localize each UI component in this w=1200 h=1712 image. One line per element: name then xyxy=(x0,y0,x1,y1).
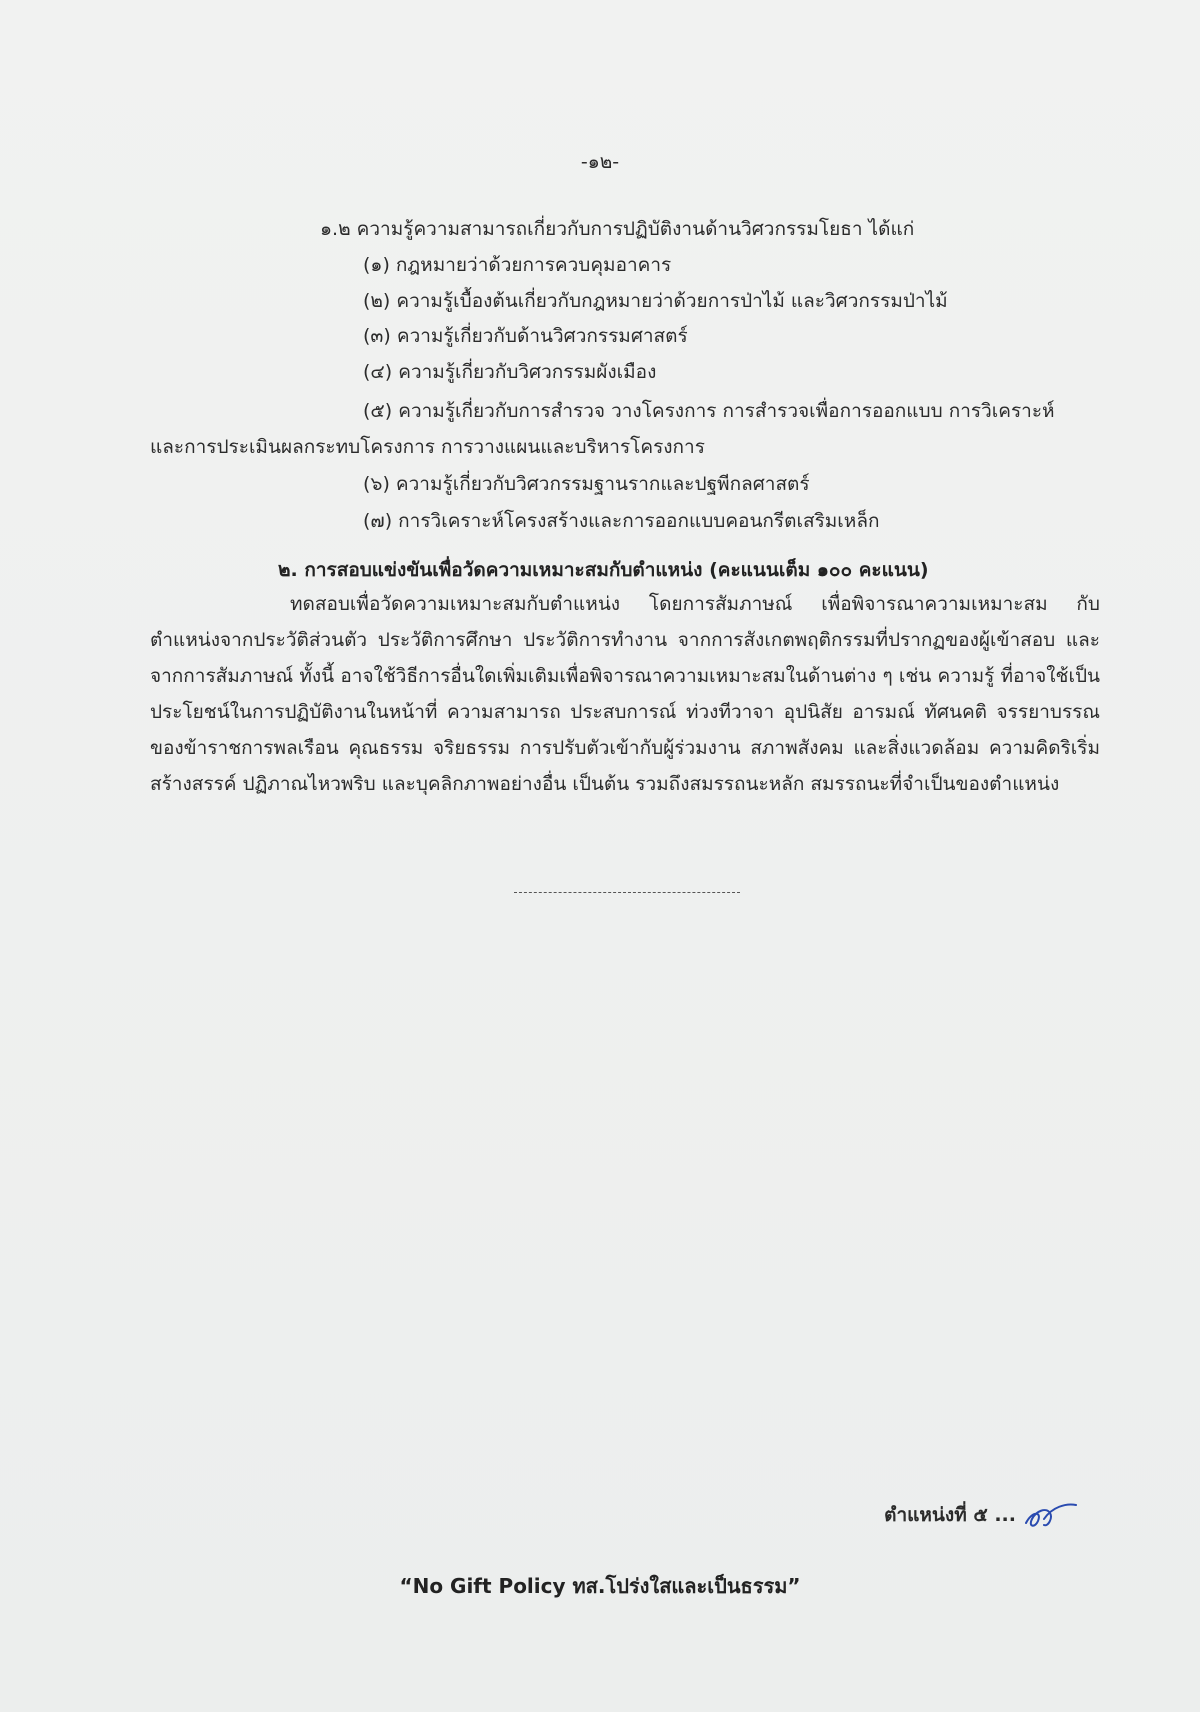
list-item: (๓) ความรู้เกี่ยวกับด้านวิศวกรรมศาสตร์ xyxy=(363,325,688,347)
section-2-heading: ๒. การสอบแข่งขันเพื่อวัดความเหมาะสมกับตำแหน่ง (คะแนนเต็ม ๑๐๐ คะแนน) xyxy=(278,559,929,581)
dashed-divider xyxy=(514,892,740,893)
list-item: (๔) ความรู้เกี่ยวกับวิศวกรรมผังเมือง xyxy=(363,361,657,383)
list-item: (๑) กฎหมายว่าด้วยการควบคุมอาคาร xyxy=(363,254,672,276)
footer-quote: “No Gift Policy ทส.โปร่งใสและเป็นธรรม” xyxy=(399,1574,801,1598)
list-item: (๗) การวิเคราะห์โครงสร้างและการออกแบบคอนกรีตเสริมเหล็ก xyxy=(363,510,880,532)
section-1-2-heading: ๑.๒ ความรู้ความสามารถเกี่ยวกับการปฏิบัติงานด้านวิศวกรรมโยธา ได้แก่ xyxy=(320,218,915,240)
position-label xyxy=(884,1497,1080,1533)
section-2-paragraph: ทดสอบเพื่อวัดความเหมาะสมกับตำแหน่ง โดยการสัมภาษณ์ เพื่อพิจารณาความเหมาะสม กับตำแหน่งจากประวัติส่วนตัว ประวัติการศึกษา ประวัติการทำงาน จากการสังเกตพฤติกรรมที่ปรากฏของผู้เข้าสอบ และจากการสัมภาษณ์ ทั้งนี้ อาจใช้วิธีการอื่นใดเพิ่มเติมเพื่อพิจารณาความเหมาะสมในด้านต่าง ๆ เช่น ความรู้ ที่อาจใช้เป็นประโยชน์ในการปฏิบัติงานในหน้าที่ ความสามารถ ประสบการณ์ ท่วงทีวาจา อุปนิสัย อารมณ์ ทัศนคติ จรรยาบรรณของข้าราชการพลเรือน คุณธรรม จริยธรรม การปรับตัวเข้ากับผู้ร่วมงาน สภาพสังคม และสิ่งแวดล้อม ความคิดริเริ่มสร้างสรรค์ ปฏิภาณไหวพริบ และบุคลิกภาพอย่างอื่น เป็นต้น รวมถึงสมรรถนะหลัก สมรรถนะที่จำเป็นของตำแหน่ง xyxy=(150,593,1100,795)
list-item: (๒) ความรู้เบื้องต้นเกี่ยวกับกฎหมายว่าด้วยการป่าไม้ และวิศวกรรมป่าไม้ xyxy=(363,290,948,312)
list-item: (๖) ความรู้เกี่ยวกับวิศวกรรมฐานรากและปฐพีกลศาสตร์ xyxy=(363,473,810,495)
position-label-text: ตำแหน่งที่ ๕ ... xyxy=(884,1504,1016,1526)
list-item: (๕) ความรู้เกี่ยวกับการสำรวจ วางโครงการ การสำรวจเพื่อการออกแบบ การวิเคราะห์ xyxy=(363,400,1055,422)
list-item-continuation: และการประเมินผลกระทบโครงการ การวางแผนและบริหารโครงการ xyxy=(150,436,705,458)
signature-initials-icon xyxy=(1020,1497,1080,1533)
page-number: -๑๒- xyxy=(580,151,620,173)
